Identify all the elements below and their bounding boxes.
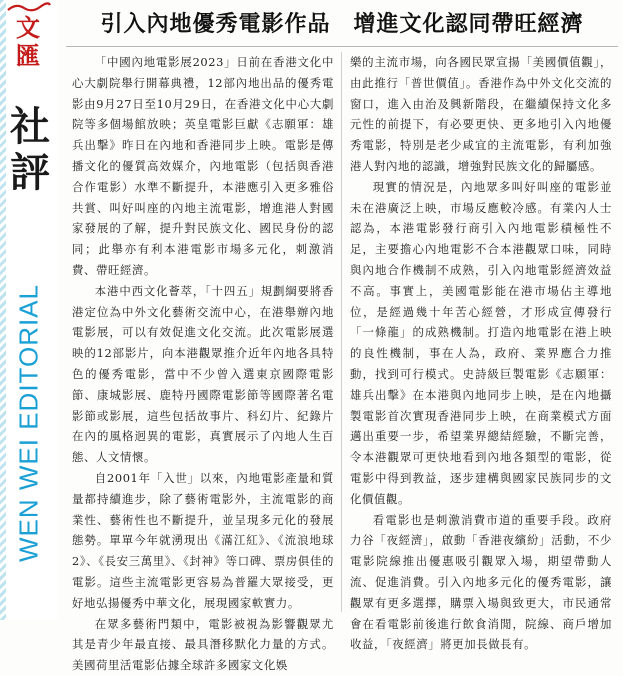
paragraph: 在眾多藝術門類中，電影被視為影響觀眾尤其是青少年最直接、最具潛移默化力量的方式。美國荷里活電影佔據全球許多國家文化娛 [72, 616, 334, 673]
editorial-title-cn: 社評 [10, 103, 50, 196]
paragraph-continued: 樂的主流市場，向各國民眾宣揚「美國價值觀」，由此推行「普世價值」。香港作為中外文化交流的窗口，進入由治及興新階段，在繼續保持文化多元性的前提下，有必要更快、更多地引入內地優秀電影，特別是老少咸宜的主流電影，有利加強港人對內地的認識，增強對民族文化的歸屬感。 [350, 55, 612, 173]
headline: 引入內地優秀電影作品 增進文化認同帶旺經濟 [100, 11, 584, 37]
brand-logo: 文匯 [16, 13, 40, 70]
sidebar-stripe [0, 0, 6, 620]
headline-rule [66, 46, 618, 47]
editorial-sidebar [0, 0, 58, 620]
paragraph: 看電影也是刺激消費市道的重要手段。政府力谷「夜經濟」，啟動「香港夜繽紛」活動，不少電影院線推出優惠吸引觀眾入場，期望帶動人流、促進消費。引入內地多元化的優秀電影，讓觀眾有更多選擇，購票入場與致更大，市民通常會在看電影前後進行飲食消閒，院線、商戶增加收益，「夜經濟」將更加長做長有。 [350, 512, 612, 652]
article-column-left [72, 52, 334, 673]
paragraph: 自2001年「入世」以來，內地電影產量和質量都持續進步，除了藝術電影外，主流電影的商業性、藝術性也不斷提升，並呈現多元化的發展態勢。單單今年就湧現出《滿江紅》、《流浪地球2》、《長安三萬里》、《封神》等口碑、票房俱佳的電影。這些主流電影更容易為普羅大眾接受，更好地弘揚優秀中華文化，展現國家軟實力。 [72, 470, 334, 610]
paragraph: 本港中西文化薈萃，「十四五」規劃綱要將香港定位為中外文化藝術交流中心，在港舉辦內地電影展，可以有效促進文化交流。此次電影展選映的12部影片，向本港觀眾推介近年內地各具特色的優秀電影，當中不少曾入選東京國際電影節、康城影展、鹿特丹國際電影節等國際著名電影節或影展，這些包括故事片、科幻片、紀錄片在內的風格迥異的電影，真實展示了內地人生百態、人文情懷。 [72, 283, 334, 465]
paragraph: 現實的情況是，內地眾多叫好叫座的電影並未在港廣泛上映，市場反應較冷感。有業內人士認為，本港電影發行商引入內地電影積極性不足，主要擔心內地電影不合本港觀眾口味，同時與內地合作機制不成熟，引入內地電影經濟效益不高。事實上，美國電影能在港市場佔主導地位，是經過幾十年苦心經營，才形成宣傳發行「一條龍」的成熟機制。打造內地電影在港上映的良性機制，事在人為，政府、業界應合力推動，找到可行模式。史詩級巨製電影《志願軍：雄兵出擊》在本港與內地同步上映，是在內地攝製電影首次實現香港同步上映，在商業模式方面邁出重要一步，希望業界總結經驗，不斷完善，令本港觀眾可更快地看到內地各類型的電影，從電影中得到教益，逐步建構與國家民族同步的文化價值觀。 [350, 179, 612, 506]
editorial-title-en-wrap [12, 238, 46, 608]
editorial-title-en: WEN WEI EDITORIAL [13, 284, 44, 562]
paragraph: 「中國內地電影展2023」日前在香港文化中心大劇院舉行開幕典禮，12部內地出品的優秀電影由9月27日至10月29日，在香港文化中心大劇院等多個場館放映；英皇電影巨獻《志願軍：雄兵出擊》昨日在內地和香港同步上映。電影是傳播文化的優質高效媒介，內地電影（包括與香港合作電影）水準不斷提升，本港應引入更多雅俗共賞、叫好叫座的內地主流電影，增進港人對國家發展的了解，提升對民族文化、國民身份的認同；此舉亦有利本港電影市場多元化，刺激消費、帶旺經濟。 [72, 55, 334, 277]
column-divider [341, 52, 342, 612]
article-column-right [350, 52, 612, 652]
